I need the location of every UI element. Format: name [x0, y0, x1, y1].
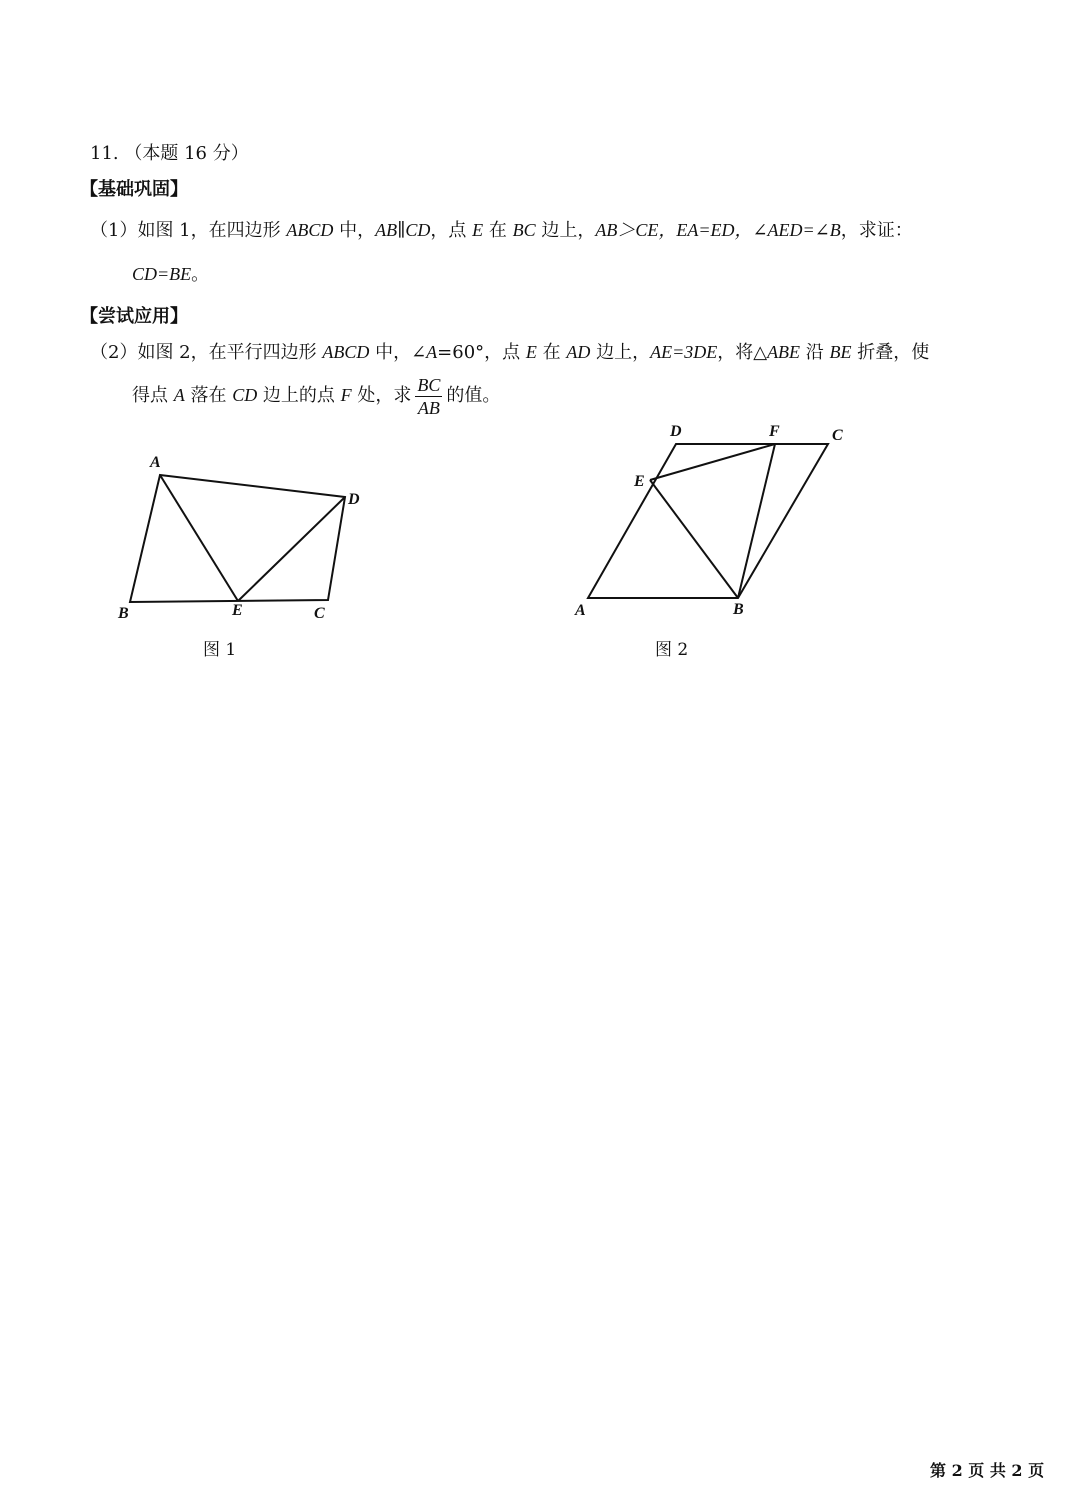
- figure1-label-b: B: [118, 605, 129, 622]
- figure2-label-c: C: [832, 427, 843, 444]
- figure1-quadrilateral: [130, 475, 345, 602]
- figure1-label-e: E: [232, 602, 243, 619]
- figure2-label-f: F: [769, 423, 780, 440]
- figure2-segment-bf: [738, 444, 775, 598]
- figure2-label-a: A: [575, 602, 586, 619]
- figure2-caption: 图 2: [655, 640, 689, 660]
- figure2-segment-be: [650, 480, 738, 598]
- figure1-diagram: [100, 445, 380, 630]
- figure1-segment-ae: [160, 475, 238, 601]
- figure1-label-d: D: [348, 491, 360, 508]
- part1-line1: （1）如图 1，在四边形 ABCD 中，AB∥CD，点 E 在 BC 边上，AB＞CE，EA=ED，∠AED=∠B，求证：: [90, 220, 913, 241]
- question-number: 11. （本题 16 分）: [90, 143, 249, 164]
- figure1-label-c: C: [314, 605, 325, 622]
- figure2-label-b: B: [733, 601, 744, 618]
- part1-line2: CD=BE。: [132, 264, 210, 285]
- part2-line1: （2）如图 2，在平行四边形 ABCD 中，∠A=60°，点 E 在 AD 边上，AE=3DE，将△ABE 沿 BE 折叠，使: [90, 342, 930, 363]
- figure2-parallelogram: [588, 444, 828, 598]
- figure1-label-a: A: [150, 454, 161, 471]
- figure2-segment-ef: [650, 444, 775, 480]
- section-application: 【尝试应用】: [80, 306, 188, 327]
- part2-line2: 得点 A 落在 CD 边上的点 F 处，求 $\frac{BC}{AB}$ 的值。: [132, 374, 501, 418]
- page-footer: 第 2 页 共 2 页: [930, 1461, 1045, 1480]
- figure2-label-d: D: [670, 423, 682, 440]
- figure2-label-e: E: [634, 473, 645, 490]
- figure1-caption: 图 1: [203, 640, 237, 660]
- figure2-diagram: [570, 418, 860, 623]
- figure1-segment-de: [238, 497, 345, 601]
- fraction-bc-ab: $\frac{BC}{AB}$: [417, 374, 441, 418]
- section-basic: 【基础巩固】: [80, 179, 188, 200]
